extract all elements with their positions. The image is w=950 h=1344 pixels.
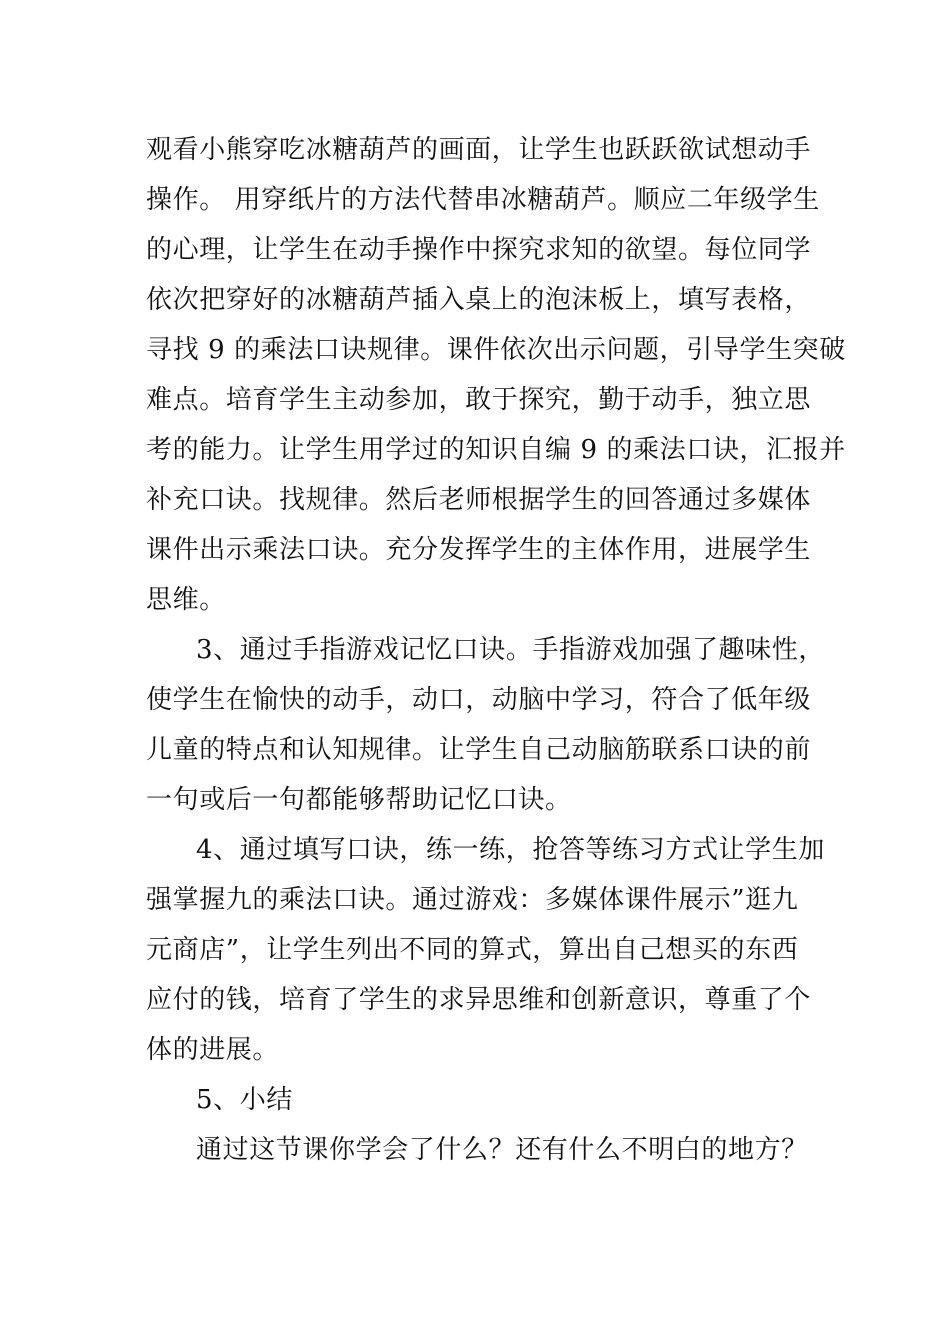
text-line: 使学生在愉快的动手，动口，动脑中学习，符合了低年级 — [146, 685, 812, 715]
text-line: 观看小熊穿吃冰糖葫芦的画面，让学生也跃跃欲试想动手 — [146, 135, 812, 165]
text-line: 一句或后一句都能够帮助记忆口诀。 — [146, 785, 572, 815]
text-line: 操作。 用穿纸片的方法代替串冰糖葫芦。顺应二年级学生 — [146, 185, 820, 215]
text-line: 补充口诀。找规律。然后老师根据学生的回答通过多媒体 — [146, 485, 812, 515]
section-heading-summary: 5、小结 — [196, 1085, 293, 1115]
summary-question: 通过这节课你学会了什么？还有什么不明白的地方？ — [196, 1135, 808, 1165]
text-line: 儿童的特点和认知规律。让学生自己动脑筋联系口诀的前 — [146, 735, 812, 765]
text-line: 考的能力。让学生用学过的知识自编 9 的乘法口诀，汇报并 — [146, 435, 846, 465]
text-line: 寻找 9 的乘法口诀规律。课件依次出示问题，引导学生突破 — [146, 335, 846, 365]
paragraph-3-line: 3、通过手指游戏记忆口诀。手指游戏加强了趣味性， — [196, 635, 825, 665]
text-line: 体的进展。 — [146, 1035, 280, 1065]
text-line: 的心理，让学生在动手操作中探究求知的欲望。每位同学 — [146, 235, 812, 265]
text-line: 强掌握九的乘法口诀。通过游戏：多媒体课件展示”逛九 — [146, 885, 799, 915]
text-line: 课件出示乘法口诀。充分发挥学生的主体作用，进展学生 — [146, 535, 812, 565]
paragraph-4-line: 4、通过填写口诀，练一练，抢答等练习方式让学生加 — [196, 835, 825, 865]
text-line: 思维。 — [146, 585, 226, 615]
text-line: 元商店”，让学生列出不同的算式，算出自己想买的东西 — [146, 935, 799, 965]
text-line: 难点。培育学生主动参加，敢于探究，勤于动手，独立思 — [146, 385, 812, 415]
text-line: 应付的钱，培育了学生的求异思维和创新意识，尊重了个 — [146, 985, 812, 1015]
text-line: 依次把穿好的冰糖葫芦插入桌上的泡沫板上，填写表格， — [146, 285, 812, 315]
